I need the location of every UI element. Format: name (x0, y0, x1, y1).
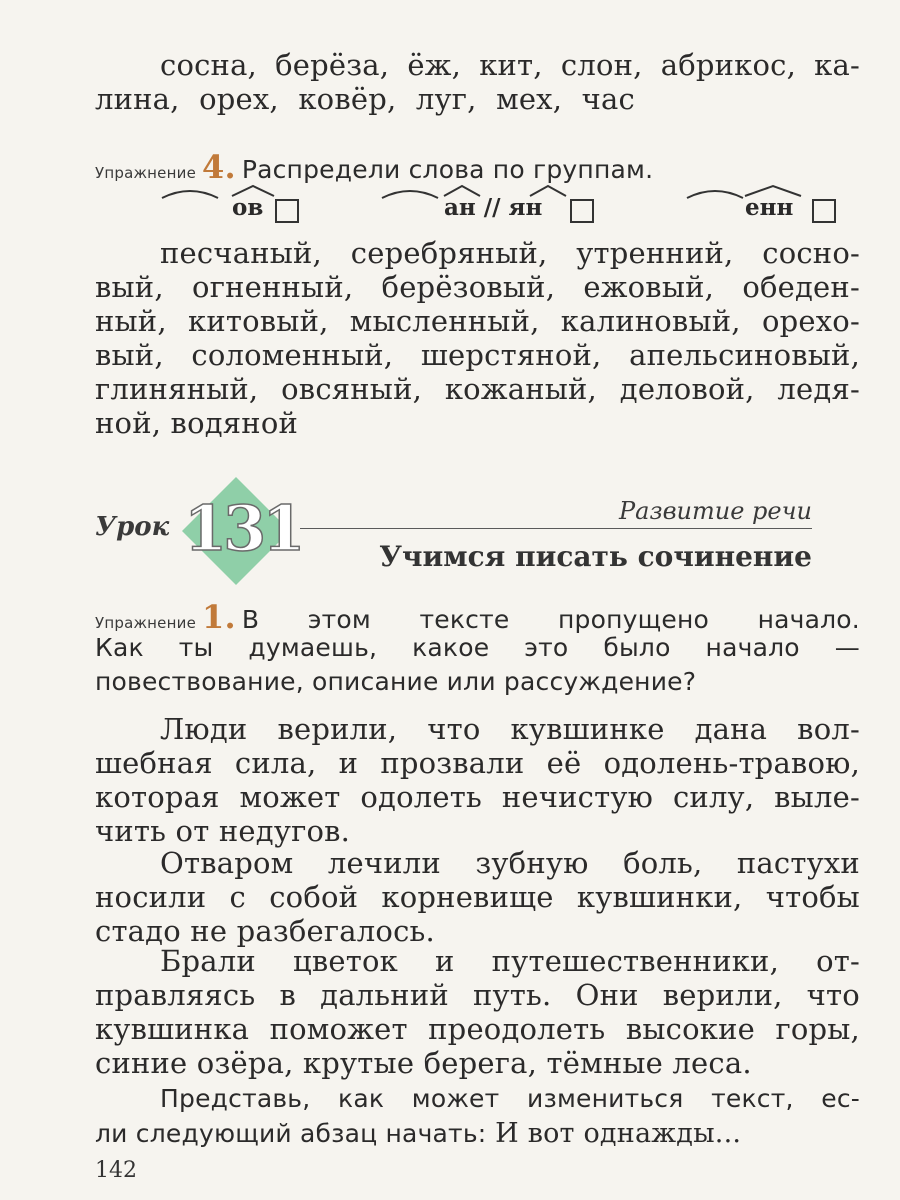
word: пропущено (558, 605, 710, 634)
word: шебная (95, 746, 213, 780)
exercise-4-header (95, 148, 653, 186)
ending-box-icon (275, 199, 299, 223)
word: сосна, (160, 48, 257, 82)
word: чтобы (765, 880, 860, 914)
lesson-title: Учимся писать сочинение (379, 540, 812, 573)
word: силу, (672, 780, 755, 814)
paragraph-line (95, 814, 350, 848)
word: нечистую (501, 780, 654, 814)
word: орехо- (761, 304, 860, 338)
pattern-an-yan (380, 182, 610, 228)
task-line (160, 1084, 860, 1113)
question-line (95, 633, 860, 662)
word: может (411, 1084, 500, 1113)
word: ка- (814, 48, 860, 82)
word: правляясь (95, 978, 256, 1012)
word: мысленный, (349, 304, 540, 338)
lesson-number: 131 (184, 492, 302, 565)
word: Брали (160, 944, 256, 978)
question-line (95, 667, 696, 696)
word: ты (178, 633, 214, 662)
exercise-1-header (95, 598, 860, 636)
pattern-ov (160, 182, 310, 228)
word: боль, (623, 846, 703, 880)
exercise-instruction: Распредели слова по группам. (241, 155, 654, 184)
word: преодолеть (428, 1012, 606, 1046)
word: серебряный, (350, 236, 548, 270)
word: деловой, (619, 372, 755, 406)
paragraph-line (160, 944, 860, 978)
word: носили (95, 880, 207, 914)
word: одолень-травою, (603, 746, 860, 780)
word: апельсиновый, (629, 338, 860, 372)
word: соломенный, (191, 338, 394, 372)
exercise-number: 1. (202, 598, 236, 636)
word: кувшинка (95, 1012, 250, 1046)
line-text: синие озёра, крутые берега, тёмные леса. (95, 1046, 752, 1080)
line-text: повествование, описание или рассуждение? (95, 667, 697, 696)
word: ёж, (407, 48, 462, 82)
word: луг, (415, 82, 477, 116)
word-line (95, 82, 635, 116)
word: калиновый, (560, 304, 741, 338)
word: Люди (160, 712, 248, 746)
word: одолеть (360, 780, 482, 814)
word: цветок (293, 944, 398, 978)
paragraph-line (95, 914, 435, 948)
word: Они (575, 978, 639, 1012)
suffix-label: енн (745, 194, 794, 221)
word: берёза, (275, 48, 390, 82)
word: этом (307, 605, 371, 634)
word: зубную (475, 846, 589, 880)
word: обеден- (742, 270, 860, 304)
word-line (95, 338, 860, 372)
word: думаешь, (248, 633, 378, 662)
word: с (229, 880, 246, 914)
exercise-label: Упражнение (95, 614, 196, 632)
paragraph-line (95, 780, 860, 814)
exercise-question (242, 605, 860, 634)
word: как (338, 1084, 385, 1113)
word: Как (95, 633, 144, 662)
word: корневище (381, 880, 554, 914)
word: ный, (95, 304, 167, 338)
word: горы, (775, 1012, 860, 1046)
paragraph-line (95, 746, 860, 780)
word: ковёр, (298, 82, 397, 116)
word: кожаный, (444, 372, 597, 406)
page-number: 142 (95, 1158, 137, 1183)
task-quote: И вот однажды... (486, 1118, 742, 1149)
word: вый, (95, 270, 164, 304)
word: берёзовый, (381, 270, 556, 304)
word: ледя- (777, 372, 860, 406)
word: вый, (95, 338, 164, 372)
word: ежовый, (583, 270, 715, 304)
word: дальний (320, 978, 449, 1012)
word-line (160, 236, 860, 270)
word: овсяный, (281, 372, 423, 406)
word-line (95, 406, 298, 440)
word: кувшинке (510, 712, 665, 746)
word: измениться (527, 1084, 684, 1113)
exercise-number: 4. (202, 148, 236, 186)
word: начало. (757, 605, 860, 634)
word: выле- (774, 780, 860, 814)
header-rule (300, 528, 812, 529)
word: путешественники, (491, 944, 780, 978)
word: сосно- (762, 236, 860, 270)
lesson-word: Урок (95, 512, 170, 542)
paragraph-line (95, 978, 860, 1012)
word: час (581, 82, 635, 116)
word-line (95, 304, 860, 338)
paragraph-line (160, 846, 860, 880)
word: было (603, 633, 671, 662)
word: начало (705, 633, 800, 662)
word: прозвали (380, 746, 525, 780)
ending-box-icon (812, 199, 836, 223)
word-line (95, 372, 860, 406)
line-text: ной, водяной (95, 406, 299, 440)
word: поможет (269, 1012, 408, 1046)
word: в (279, 978, 297, 1012)
word: текст, (711, 1084, 794, 1113)
word-line (95, 270, 860, 304)
word: Представь, (160, 1084, 311, 1113)
word: какое (412, 633, 490, 662)
suffix-label: ов (232, 194, 264, 221)
line-text: ли следующий абзац начать: (95, 1119, 487, 1148)
paragraph-line (160, 712, 860, 746)
word: слон, (560, 48, 643, 82)
suffix-label: ан // ян (444, 194, 543, 221)
word: высокие (625, 1012, 755, 1046)
paragraph-line (95, 1012, 860, 1046)
word: кит, (479, 48, 543, 82)
word: глиняный, (95, 372, 259, 406)
lesson-subject: Развитие речи (619, 497, 812, 525)
word: которая (95, 780, 220, 814)
word: сила, (234, 746, 317, 780)
word: что (806, 978, 860, 1012)
word: путь. (473, 978, 552, 1012)
word: Отваром (160, 846, 294, 880)
paragraph-line (95, 1046, 752, 1080)
word: В (241, 605, 260, 634)
word: собой (269, 880, 359, 914)
word: шерстяной, (420, 338, 602, 372)
word: верили, (662, 978, 783, 1012)
line-text: чить от недугов. (95, 814, 351, 848)
word: орех, (199, 82, 279, 116)
word: и (338, 746, 359, 780)
word: вол- (797, 712, 860, 746)
line-text: стадо не разбегалось. (95, 914, 435, 948)
word: кувшинки, (576, 880, 743, 914)
word: тексте (419, 605, 510, 634)
word: абрикос, (660, 48, 796, 82)
word: пастухи (736, 846, 860, 880)
word: — (834, 633, 860, 662)
task-line (95, 1118, 741, 1149)
word: песчаный, (160, 236, 322, 270)
word: лечили (327, 846, 441, 880)
word-line (160, 48, 860, 82)
word: верили, (277, 712, 398, 746)
ending-box-icon (570, 199, 594, 223)
word: огненный, (192, 270, 354, 304)
word: лина, (95, 82, 180, 116)
word: китовый, (188, 304, 329, 338)
word: что (427, 712, 481, 746)
word: мех, (496, 82, 563, 116)
word: и (435, 944, 455, 978)
word: от- (816, 944, 860, 978)
word: ес- (821, 1084, 860, 1113)
word: утренний, (576, 236, 734, 270)
word: дана (694, 712, 768, 746)
word: это (524, 633, 569, 662)
word: может (239, 780, 341, 814)
exercise-label: Упражнение (95, 164, 196, 182)
word: её (546, 746, 582, 780)
paragraph-line (95, 880, 860, 914)
pattern-enn (685, 182, 845, 228)
